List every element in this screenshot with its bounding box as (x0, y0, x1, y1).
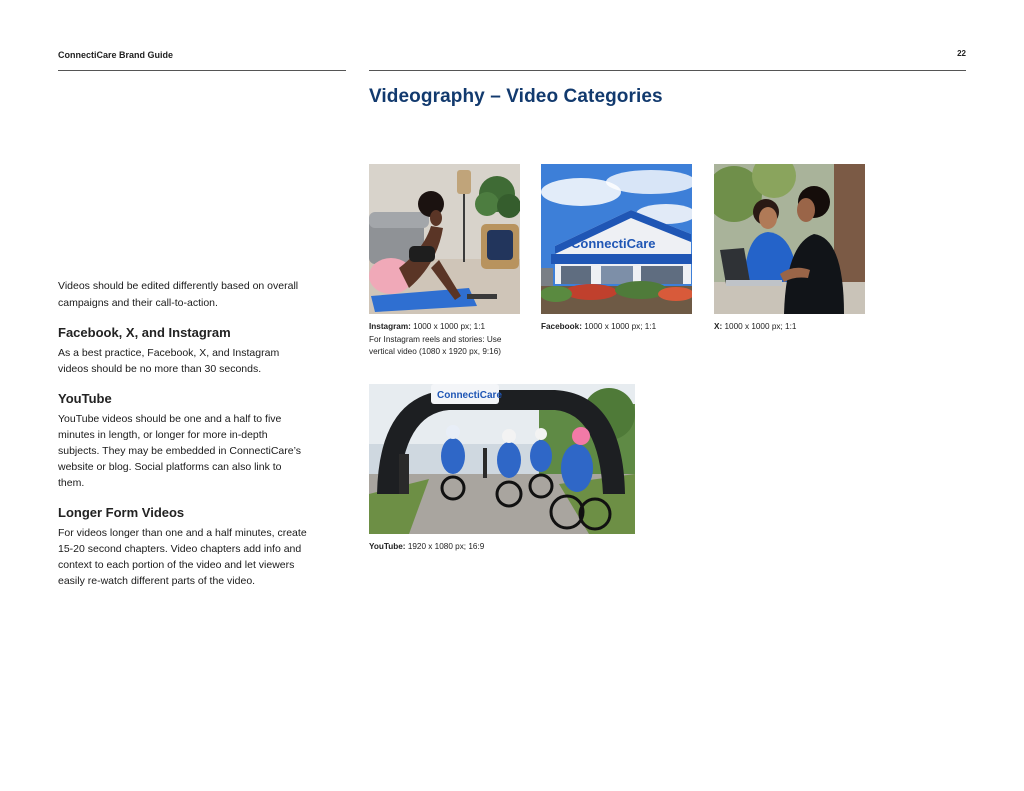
x-caption (714, 321, 869, 334)
left-column (58, 278, 308, 603)
youtube-photo (369, 384, 635, 534)
instagram-caption-label: Instagram: (369, 322, 411, 331)
header-divider-right (369, 70, 966, 71)
youtube-caption-label: YouTube: (369, 542, 406, 551)
intro-paragraph: Videos should be edited differently based on overall campaigns and their call-to-action. (58, 280, 299, 309)
x-photo (714, 164, 865, 314)
guide-title: ConnectiCare Brand Guide (58, 50, 174, 60)
instagram-caption-note: For Instagram reels and stories: Use vertical video (1080 x 1920 px, 9:16) (369, 334, 502, 356)
building-sign-text: ConnectiCare (571, 236, 656, 251)
x-caption-label: X: (714, 322, 723, 331)
facebook-caption-size: 1000 x 1000 px; 1:1 (584, 322, 657, 331)
facebook-photo (541, 164, 692, 314)
section-body-longer-form: For videos longer than one and a half minutes, create 15-20 second chapters. Video chapters add info and context to each portion of the video and let viewers easily re-watch different parts of the video. (58, 527, 307, 587)
x-caption-size: 1000 x 1000 px; 1:1 (724, 322, 797, 331)
youtube-caption-size: 1920 x 1080 px; 16:9 (407, 542, 485, 551)
facebook-caption-label: Facebook: (541, 322, 582, 331)
section-heading-youtube: YouTube (58, 391, 112, 406)
youtube-caption (369, 541, 639, 554)
arch-sign-text: ConnectiCare (437, 390, 503, 401)
section-heading-social: Facebook, X, and Instagram (58, 325, 231, 340)
section-body-youtube: YouTube videos should be one and a half to five minutes in length, or longer for more in-depth subjects. They may be embedded in ConnectiCare’s website or blog. Social platforms can also link to them. (58, 413, 301, 489)
instagram-caption-size: 1000 x 1000 px; 1:1 (413, 322, 486, 331)
section-body-social: As a best practice, Facebook, X, and Instagram videos should be no more than 30 seconds. (58, 347, 280, 375)
page-number: 22 (957, 49, 966, 58)
header-divider-left (58, 70, 346, 71)
page-title: Videography – Video Categories (369, 86, 663, 107)
instagram-photo (369, 164, 520, 314)
instagram-caption (369, 321, 524, 359)
section-heading-longer-form: Longer Form Videos (58, 505, 185, 520)
facebook-caption (541, 321, 696, 334)
